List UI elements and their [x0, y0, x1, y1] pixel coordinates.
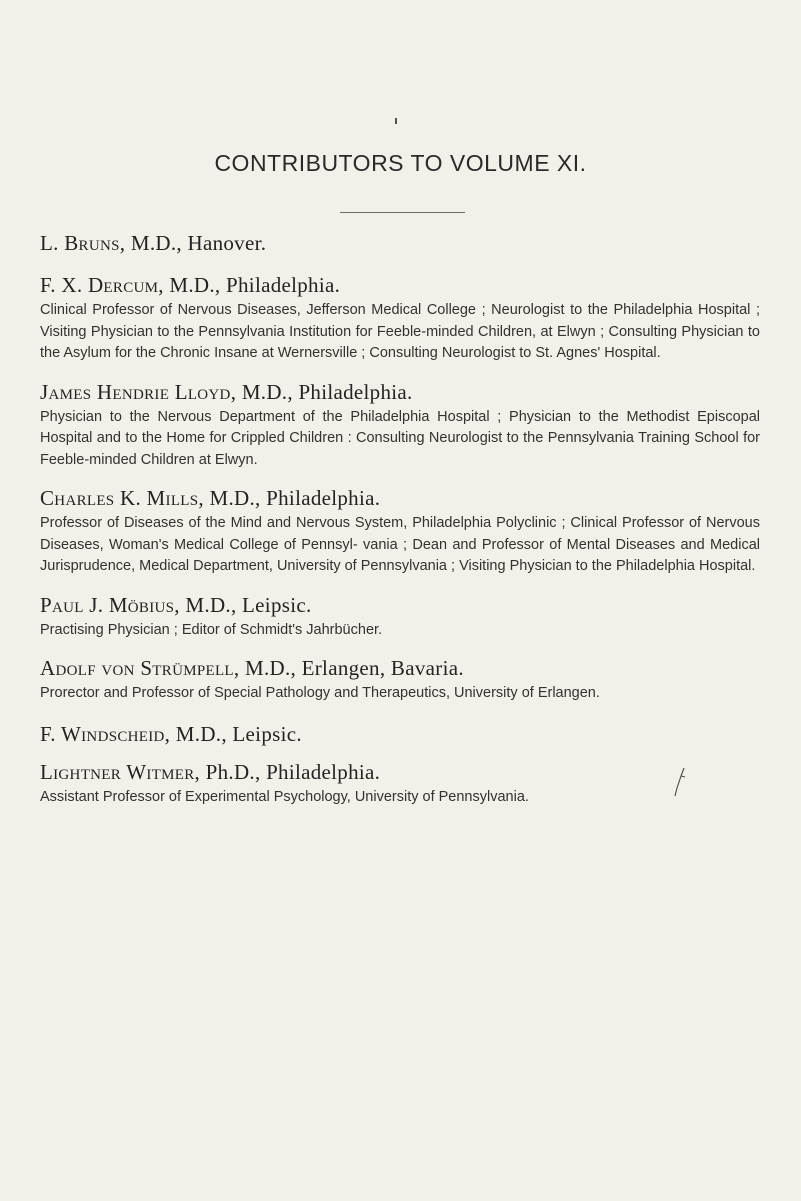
- contributor-name: F. Windscheid,: [40, 721, 171, 746]
- contributor-name: Paul J. Möbius,: [40, 592, 180, 617]
- contributor-degree-location: M.D., Philadelphia.: [209, 486, 381, 510]
- contributor-description: Physician to the Nervous Department of the Philadelphia Hospital ; Physician to the Methodist Episcopal Hospital and to the Home for Crippled Children : Consulting Neurologist to the Pennsylvania Training School for Feeble-minded Children at Elwyn.: [40, 408, 760, 468]
- contributor-name-line: [40, 759, 760, 785]
- contributor-name-line: [40, 592, 760, 618]
- contributor-entry: [40, 379, 760, 472]
- contributor-name-line: [40, 230, 760, 256]
- contributor-description: Clinical Professor of Nervous Diseases, Jefferson Medical College ; Neurologist to the Philadelphia Hospital ; Visiting Physician to the Pennsylvania Institution for Feeble-minded Children, at Elwyn ; Consulting Physician to the Asylum for the Chronic Insane at Wernersville ; Consulting Neurologist to St. Agnes' Hospital.: [40, 302, 760, 361]
- contributor-degree-location: M.D., Leipsic.: [175, 721, 302, 746]
- contributor-description: Practising Physician ; Editor of Schmidt's Jahrbücher.: [40, 621, 383, 638]
- contributor-name: Adolf von Strümpell,: [40, 656, 240, 680]
- contributor-list: [40, 222, 760, 808]
- contributor-entry: [40, 655, 760, 705]
- contributor-description: Professor of Diseases of the Mind and Nervous System, Philadelphia Polyclinic ; Clinical Professor of Nervous Diseases, Woman's Medical College of Pennsyl- vania ; Dean and Professor of Mental Diseases and Medical Jurisprudence, Medical Department, University of Pennsylvania ; Visiting Physician to the Philadelphia Hospital.: [40, 515, 760, 574]
- title-divider: [340, 212, 465, 213]
- contributor-name-line: [40, 379, 760, 405]
- contributor-name: Lightner Witmer,: [40, 759, 201, 784]
- page-title: CONTRIBUTORS TO VOLUME XI.: [214, 150, 587, 176]
- contributor-entry: [40, 759, 760, 809]
- pencil-mark-icon: [672, 762, 688, 800]
- contributor-entry: [40, 485, 760, 578]
- contributor-degree-location: Ph.D., Philadelphia.: [205, 759, 381, 784]
- contributor-degree-location: M.D., Philadelphia.: [241, 379, 413, 404]
- contributor-degree-location: M.D., Philadelphia.: [169, 273, 341, 297]
- contributor-description: Assistant Professor of Experimental Psychology, University of Pennsylvania.: [40, 788, 529, 805]
- contributor-name: L. Bruns,: [40, 231, 126, 255]
- contributor-degree-location: M.D., Hanover.: [130, 231, 267, 255]
- contributor-name-line: [40, 272, 760, 298]
- contributor-entry: [40, 721, 760, 747]
- contributor-degree-location: M.D., Leipsic.: [185, 592, 312, 617]
- contributor-name: F. X. Dercum,: [40, 273, 164, 297]
- contributor-description: Prorector and Professor of Special Pathology and Therapeutics, University of Erlangen.: [40, 685, 600, 701]
- contributor-name-line: [40, 655, 760, 681]
- contributor-degree-location: M.D., Erlangen, Bavaria.: [245, 656, 464, 680]
- contributor-name-line: [40, 721, 760, 747]
- print-mark: [395, 118, 397, 124]
- contributor-entry: [40, 272, 760, 365]
- contributor-entry: [40, 592, 760, 642]
- contributor-entry: [40, 230, 760, 256]
- contributor-name: Charles K. Mills,: [40, 486, 204, 510]
- contributor-name: James Hendrie Lloyd,: [40, 379, 237, 404]
- contributor-name-line: [40, 485, 760, 511]
